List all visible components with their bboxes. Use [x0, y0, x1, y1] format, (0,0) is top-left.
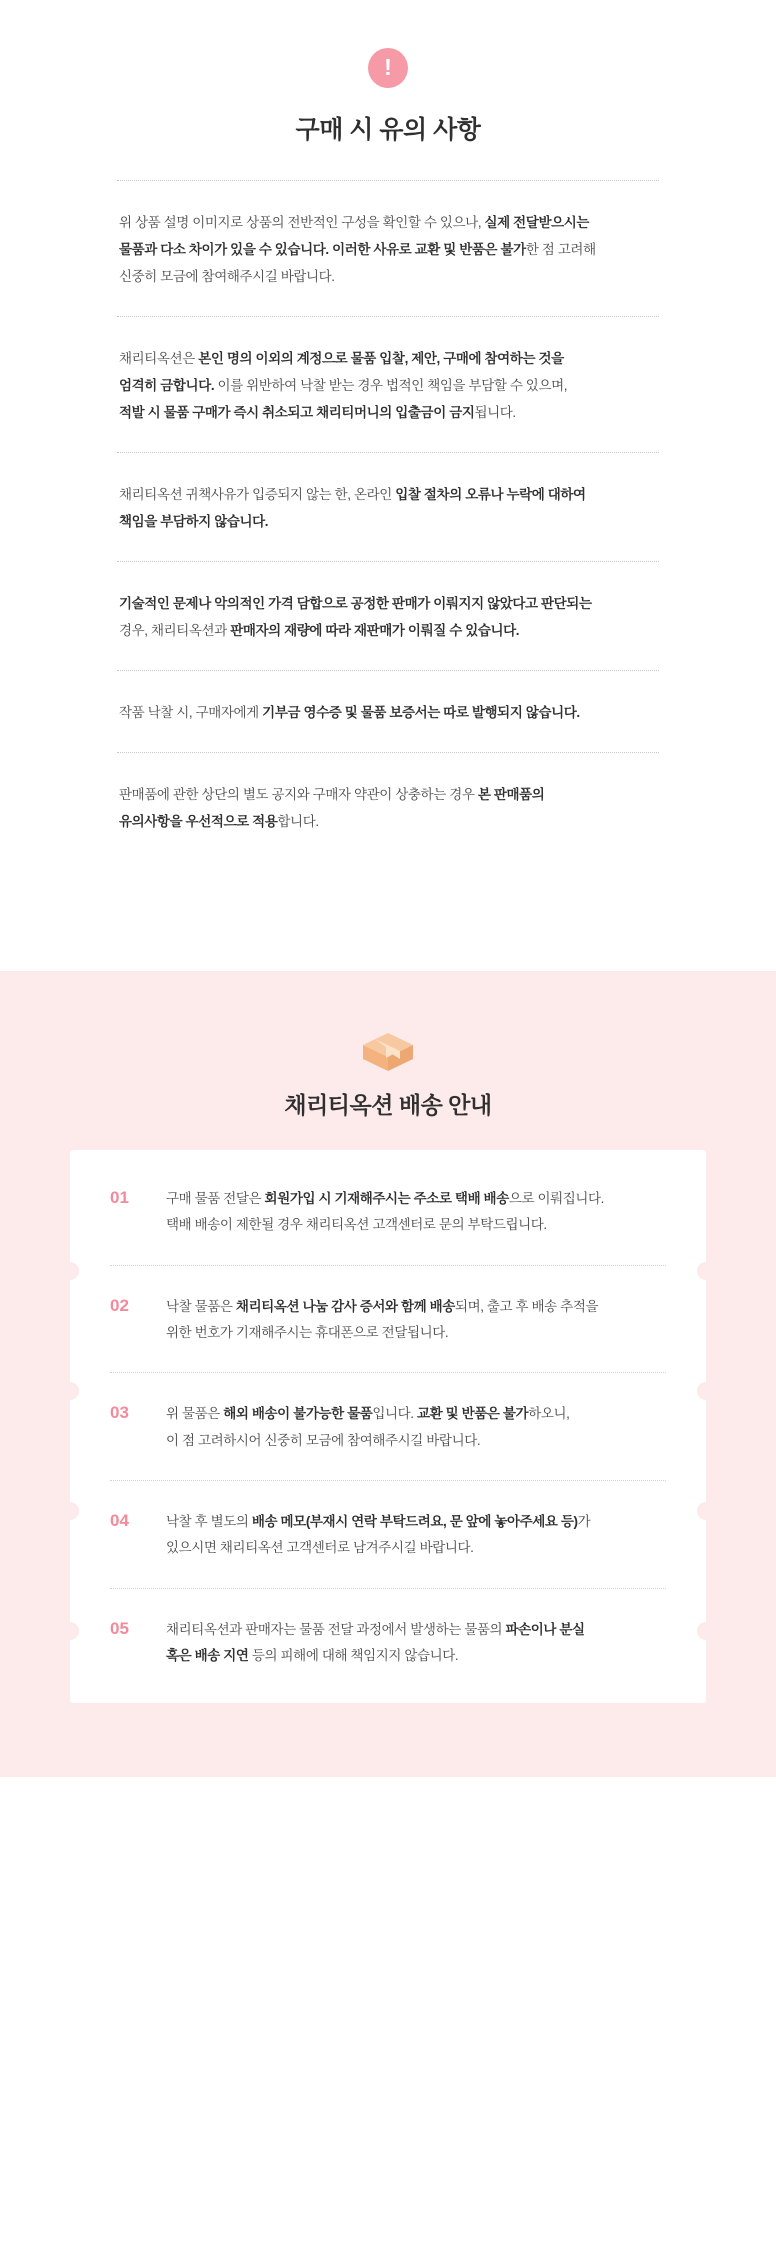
list-item	[70, 1481, 706, 1588]
shipping-item-text: 채리티옥션과 판매자는 물품 전달 과정에서 발생하는 물품의 파손이나 분실 혹은 배송 지연 등의 피해에 대해 책임지지 않습니다.	[166, 1621, 585, 1663]
shipping-item-number: 05	[110, 1618, 129, 1638]
shipping-card	[70, 1150, 706, 1703]
shipping-icon-wrap	[0, 1027, 776, 1073]
card-notch	[697, 1382, 715, 1400]
notice-item: 기술적인 문제나 악의적인 가격 담합으로 공정한 판매가 이뤄지지 않았다고 판단되는 경우, 채리티옥션과 판매자의 재량에 따라 재판매가 이뤄질 수 있습니다.	[119, 596, 592, 638]
shipping-item-text: 낙찰 물품은 채리티옥션 나눔 감사 증서와 함께 배송되며, 출고 후 배송 추적을 위한 번호가 기재해주시는 휴대폰으로 전달됩니다.	[166, 1298, 599, 1340]
notice-item: 채리티옥션은 본인 명의 이외의 계정으로 물품 입찰, 제안, 구매에 참여하는 것을 엄격히 금합니다. 이를 위반하여 낙찰 받는 경우 법적인 책임을 부담할 수 있으며, 적발 시 물품 구매가 즉시 취소되고 채리티머니의 입출금이 금지됩니다.	[119, 351, 568, 420]
shipping-info-section	[0, 971, 776, 1777]
notice-item: 작품 낙찰 시, 구매자에게 기부금 영수증 및 물품 보증서는 따로 발행되지 않습니다.	[119, 705, 580, 720]
card-notch	[61, 1502, 79, 1520]
notice-item: 채리티옥션 귀책사유가 입증되지 않는 한, 온라인 입찰 절차의 오류나 누락에 대하여 책임을 부담하지 않습니다.	[119, 487, 586, 529]
card-notch	[61, 1382, 79, 1400]
shipping-item-text: 위 물품은 해외 배송이 불가능한 물품입니다. 교환 및 반품은 불가하오니, 이 점 고려하시어 신중히 모금에 참여해주시길 바랍니다.	[166, 1406, 570, 1448]
list-item	[70, 1373, 706, 1480]
shipping-title: 채리티옥션 배송 안내	[284, 1092, 492, 1118]
delivery-box-icon	[359, 1027, 417, 1073]
notice-item: 위 상품 설명 이미지로 상품의 전반적인 구성을 확인할 수 있으나, 실제 전달받으시는 물품과 다소 차이가 있을 수 있습니다. 이러한 사유로 교환 및 반품은 불가한 점 고려해 신중히 모금에 참여해주시길 바랍니다.	[119, 215, 596, 284]
card-notch	[61, 1262, 79, 1280]
exclamation-glyph: !	[384, 53, 392, 80]
card-notch	[61, 1622, 79, 1640]
list-item	[70, 1589, 706, 1696]
notice-icon-wrap	[0, 48, 776, 88]
purchase-notice-section	[0, 0, 776, 971]
shipping-item-number: 04	[110, 1510, 129, 1530]
notice-item: 판매품에 관한 상단의 별도 공지와 구매자 약관이 상충하는 경우 본 판매품의 유의사항을 우선적으로 적용합니다.	[119, 787, 545, 829]
shipping-item-text: 낙찰 후 별도의 배송 메모(부재시 연락 부탁드려요, 문 앞에 놓아주세요 등)가 있으시면 채리티옥션 고객센터로 남겨주시길 바랍니다.	[166, 1513, 591, 1556]
list-item	[70, 1266, 706, 1373]
exclamation-circle-icon	[368, 48, 408, 88]
shipping-item-number: 03	[110, 1403, 129, 1423]
shipping-item-text: 구매 물품 전달은 회원가입 시 기재해주시는 주소로 택배 배송으로 이뤄집니다. 택배 배송이 제한될 경우 채리티옥션 고객센터로 문의 부탁드립니다.	[166, 1191, 605, 1233]
notice-list	[117, 180, 659, 861]
card-notch	[697, 1502, 715, 1520]
shipping-item-number: 02	[110, 1295, 129, 1315]
card-notch	[697, 1622, 715, 1640]
page-title: 구매 시 유의 사항	[295, 116, 481, 144]
list-item	[70, 1158, 706, 1265]
shipping-item-number: 01	[110, 1188, 129, 1207]
card-notch	[697, 1262, 715, 1280]
